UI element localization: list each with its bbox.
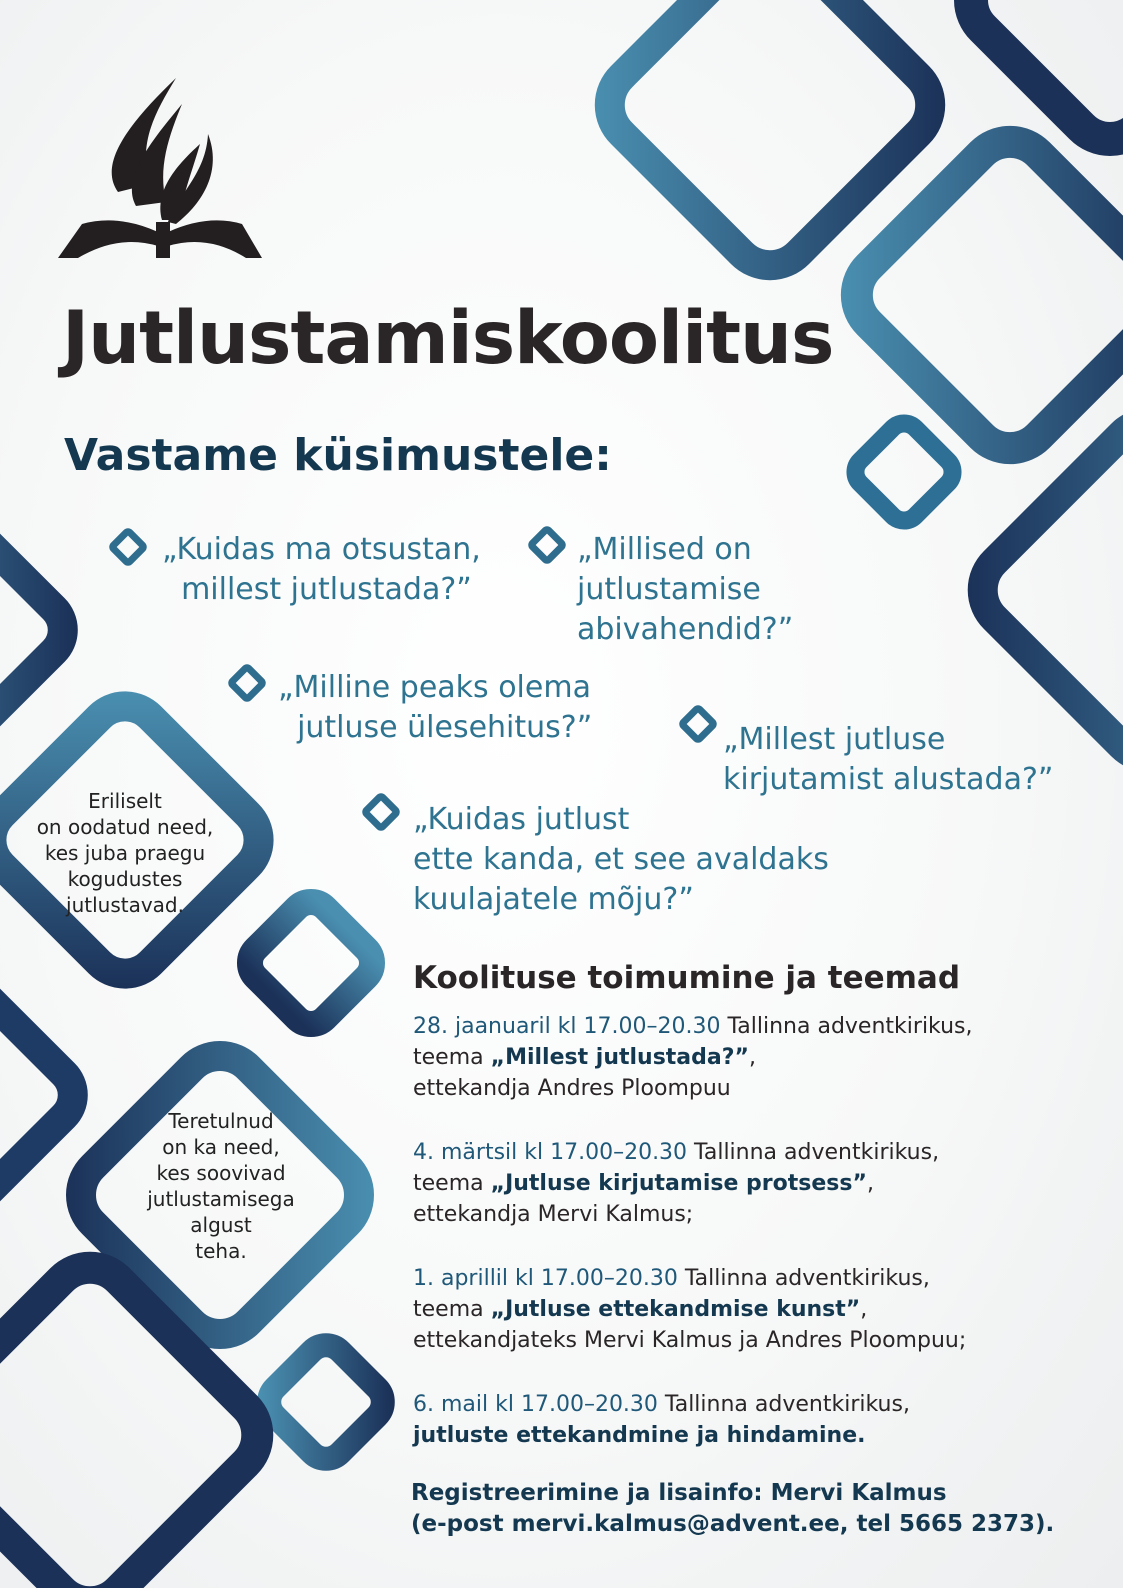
event-topic: „Jutluse kirjutamise protsess” [490,1171,867,1196]
event-date: 1. aprillil kl 17.00–20.30 [413,1266,678,1291]
event-topic: „Millest jutlustada?” [490,1045,749,1070]
question-item: „Kuidas jutlust ette kanda, et see avaldaks kuulajatele mõju?” [413,802,829,917]
event-topic: jutluste ettekandmine ja hindamine. [413,1423,866,1448]
registration-contact: Registreerimine ja lisainfo: Mervi Kalmus [411,1480,947,1506]
event-speaker: ettekandja Andres Ploompuu [413,1076,731,1101]
deco-diamond [261,1337,391,1467]
deco-diamond [242,894,381,1033]
event-place: Tallinna adventkirikus, [657,1392,910,1417]
question-item: „Millised on jutlustamise abivahendid?” [577,532,794,647]
deco-diamond [0,1251,274,1588]
registration-details: (e-post mervi.kalmus@advent.ee, tel 5665 2373). [411,1511,1055,1537]
event-date: 4. märtsil kl 17.00–20.30 [413,1140,688,1165]
event-place: Tallinna adventkirikus, [720,1014,973,1039]
event-date: 6. mail kl 17.00–20.30 [413,1392,658,1417]
deco-diamond [954,0,1123,156]
event-date: 28. jaanuaril kl 17.00–20.30 [413,1014,721,1039]
registration-info [411,1478,1054,1540]
schedule-event: 4. märtsil kl 17.00–20.30 Tallinna adventkirikus, teema „Jutluse kirjutamise protsess”, ettekandja Mervi Kalmus; [413,1137,939,1230]
schedule-event [413,1389,910,1451]
adventist-logo-icon [58,74,268,260]
deco-diamond [0,510,75,750]
schedule-event: 28. jaanuaril kl 17.00–20.30 Tallinna adventkirikus, teema „Millest jutlustada?”, ettekandja Andres Ploompuu [413,1011,973,1104]
question-item: „Millest jutluse kirjutamist alustada?” [723,722,1054,797]
event-place: Tallinna adventkirikus, [687,1140,940,1165]
note-welcome-beginners: Teretulnud on ka need, kes soovivad jutlustamisega algust teha. [147,1109,295,1263]
schedule-heading: Koolituse toimumine ja teemad [413,960,961,996]
event-place: Tallinna adventkirikus, [677,1266,930,1291]
event-speaker: ettekandjateks Mervi Kalmus ja Andres Ploompuu; [413,1328,967,1353]
deco-diamond [966,406,1123,774]
question-item: „Milline peaks olema jutluse ülesehitus?” [278,670,593,745]
question-item: „Kuidas ma otsustan, millest jutlustada?” [162,532,481,607]
deco-diamond [849,417,959,527]
schedule-event: 1. aprillil kl 17.00–20.30 Tallinna adventkirikus, teema „Jutluse ettekandmise kunst”, ettekandjateks Mervi Kalmus ja Andres Ploompuu; [413,1263,966,1356]
page-subtitle: Vastame küsimustele: [64,430,612,481]
event-speaker: ettekandja Mervi Kalmus; [413,1202,694,1227]
note-invited-preachers: Eriliselt on oodatud need, kes juba praegu kogudustes jutlustavad. [36,789,214,917]
page-title: Jutlustamiskoolitus [62,296,834,381]
event-topic: „Jutluse ettekandmise kunst” [490,1297,861,1322]
